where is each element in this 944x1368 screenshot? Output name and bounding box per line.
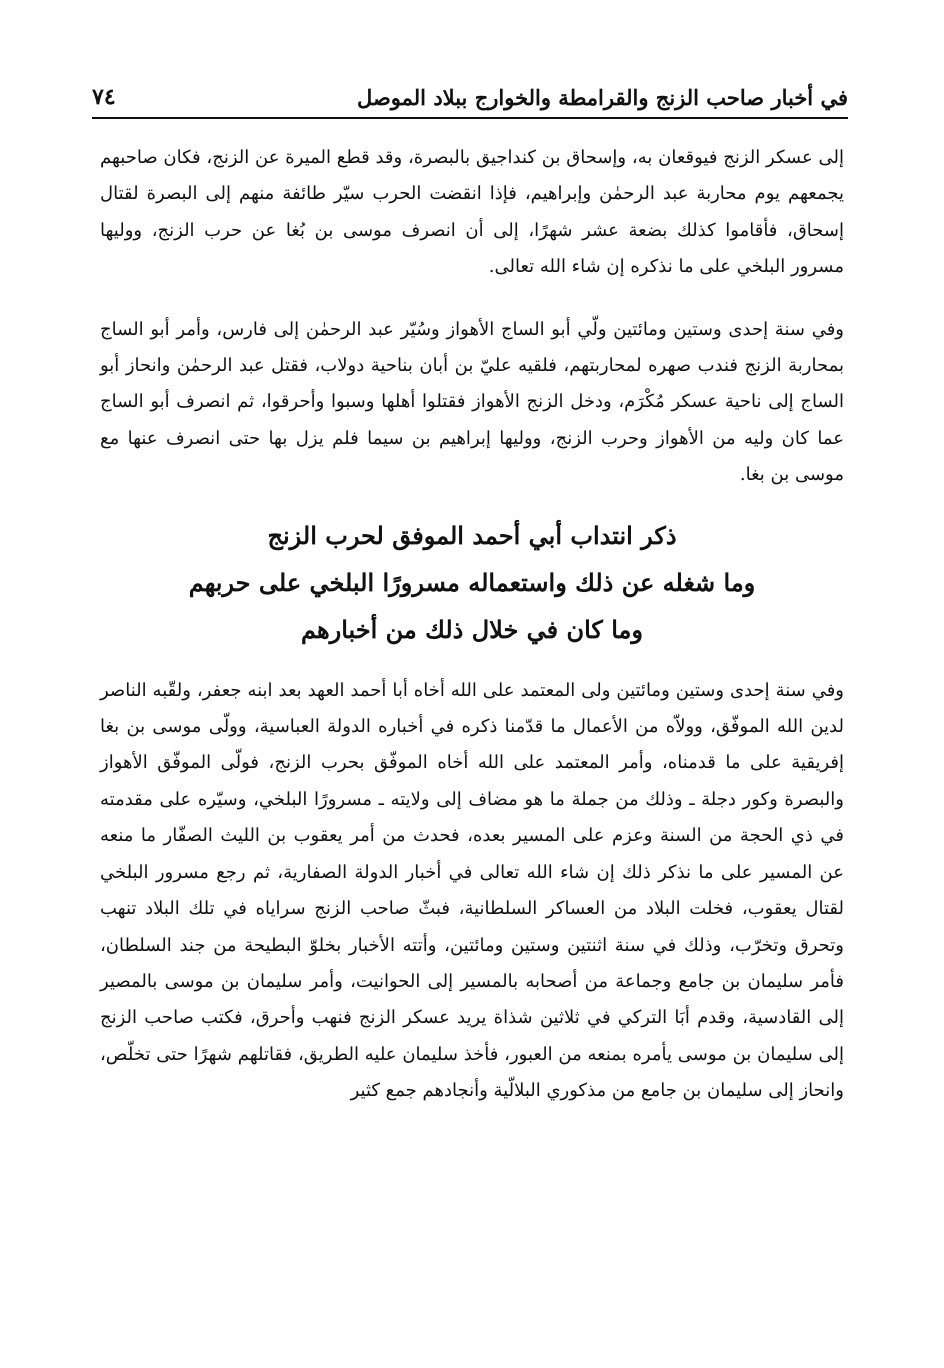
section-heading — [100, 512, 844, 653]
page-number: ٧٤ — [92, 84, 116, 110]
section-heading-line-2: وما شغله عن ذلك واستعماله مسرورًا البلخي على حربهم — [188, 567, 756, 597]
paragraph-2: وفي سنة إحدى وستين ومائتين ولّي أبو الساج الأهواز وسُيّر عبد الرحمٰن إلى فارس، وأمر أبو الساج بمحاربة الزنج فندب صهره لمحاربتهم، فلقيه عليّ بن أبان بناحية دولاب، فقتل عبد الرحمٰن وانحاز أبو الساج إلى ناحية عسكر مُكْرَم، ودخل الزنج الأهواز فقتلوا أهلها وسبوا وأحرقوا، ثم انصرف أبو الساج عما كان وليه من الأهواز وحرب الزنج، ووليها إبراهيم بن سيما فلم يزل بها حتى انصرف عنها مع موسى بن بغا. — [100, 318, 844, 486]
paragraph-3: وفي سنة إحدى وستين ومائتين ولى المعتمد على الله أخاه أبا أحمد العهد بعد ابنه جعفر، ولقّبه الناصر لدين الله الموفّق، وولاّه من الأعمال ما قدّمنا ذكره في أخباره الدولة العباسية، وولّى موسى بن بغا إفريقية على ما قدمناه، وأمر المعتمد على الله أخاه الموفّق بحرب الزنج، فولّى الموفّق الأهواز والبصرة وكور دجلة ـ وذلك من جملة ما هو مضاف إلى ولايته ـ مسرورًا البلخي، وسيّره على مقدمته في ذي الحجة من السنة وعزم على المسير بعده، فحدث من أمر يعقوب بن الليث الصفّار ما منعه عن المسير على ما نذكر ذلك إن شاء الله تعالى في أخبار الدولة الصفارية، ثم رجع مسرور البلخي لقتال يعقوب، فخلت البلاد من العساكر السلطانية، فبثّ صاحب الزنج سراياه في تلك البلاد تنهب وتحرق وتخرّب، وذلك في سنة اثنتين وستين ومائتين، وأتته الأخبار بخلوّ البطيحة من جند السلطان، فأمر سليمان بن جامع وجماعة من أصحابه بالمسير إلى الحوانيت، وأمر سليمان بن موسى بالمصير إلى القادسية، وقدم أبَا التركي في ثلاثين شذاة يريد عسكر الزنج فنهب وأحرق، فكتب صاحب الزنج إلى سليمان بن موسى يأمره بمنعه من العبور، فأخذ سليمان عليه الطريق، فقاتلهم شهرًا حتى تخلّص، وانحاز إلى سليمان بن جامع من مذكوري البلالّية وأنجادهم جمع كثير — [100, 679, 845, 1102]
paragraph-1: إلى عسكر الزنج فيوقعان به، وإسحاق بن كنداجيق بالبصرة، وقد قطع الميرة عن الزنج، فكان صاحبهم يجمعهم يوم محاربة عبد الرحمٰن وإبراهيم، فإذا انقضت الحرب سيّر طائفة منهم إلى البصرة لقتال إسحاق، فأقاموا كذلك بضعة عشر شهرًا، إلى أن انصرف موسى بن بُغا عن حرب الزنج، ووليها مسرور البلخي على ما نذكره إن شاء الله تعالى. — [100, 147, 844, 278]
section-heading-line-3: وما كان في خلال ذلك من أخبارهم — [301, 614, 643, 644]
section-heading-line-1: ذكر انتداب أبي أحمد الموفق لحرب الزنج — [267, 520, 677, 550]
header-divider — [92, 117, 848, 119]
running-title: في أخبار صاحب الزنج والقرامطة والخوارج ببلاد الموصل — [357, 84, 848, 110]
body-text — [100, 140, 844, 1110]
running-header — [92, 80, 848, 114]
